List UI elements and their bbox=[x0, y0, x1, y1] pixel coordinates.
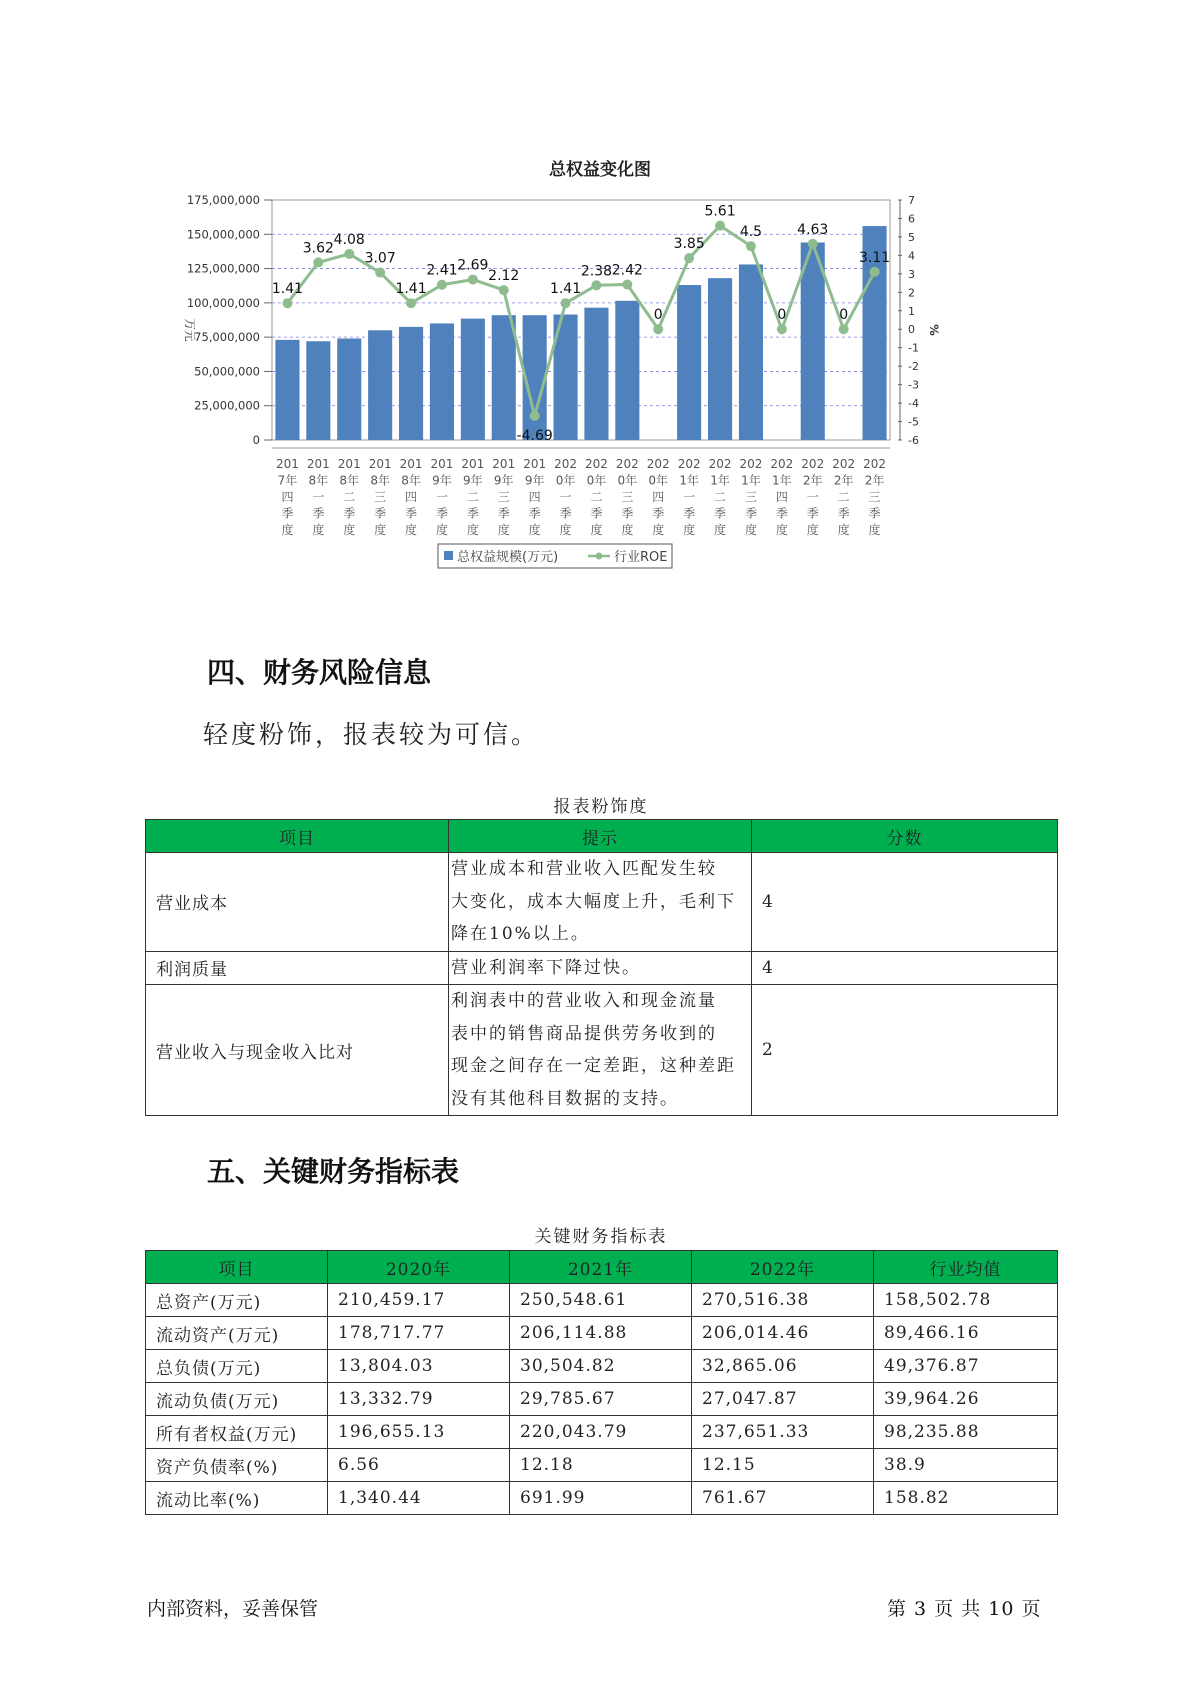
data-label: 3.62 bbox=[302, 240, 334, 257]
x-tick-label: 度 bbox=[528, 523, 541, 537]
indicator-value: 178,717.77 bbox=[328, 1317, 510, 1350]
x-tick-label: 201 bbox=[523, 457, 547, 471]
data-label: 0 bbox=[777, 307, 787, 324]
data-label: 4.5 bbox=[739, 224, 763, 241]
header-industry-avg: 行业均值 bbox=[874, 1251, 1058, 1284]
data-label: 2.42 bbox=[611, 262, 643, 279]
x-tick-label: 202 bbox=[801, 457, 825, 471]
risk-item: 营业成本 bbox=[146, 853, 449, 952]
left-tick-label: 100,000,000 bbox=[186, 295, 260, 310]
left-axis-label: 万元 bbox=[183, 318, 197, 342]
x-tick-label: 三 bbox=[744, 490, 757, 504]
x-tick-label: 度 bbox=[868, 523, 881, 537]
indicator-value: 6.56 bbox=[328, 1449, 510, 1482]
right-axis bbox=[898, 194, 919, 447]
x-tick-label: 1年 bbox=[772, 473, 792, 488]
indicator-value: 270,516.38 bbox=[692, 1284, 874, 1317]
indicator-value: 38.9 bbox=[874, 1449, 1058, 1482]
data-label: 2.69 bbox=[457, 257, 489, 274]
x-tick-label: 一 bbox=[559, 490, 572, 504]
bar bbox=[337, 339, 361, 440]
x-tick-label: 201 bbox=[461, 457, 485, 471]
indicator-value: 13,332.79 bbox=[328, 1383, 510, 1416]
x-tick-label: 季 bbox=[590, 506, 603, 521]
x-tick-label: 7年 bbox=[277, 473, 298, 488]
x-tick-label: 季 bbox=[714, 506, 727, 521]
footer-confidential: 内部资料，妥善保管 bbox=[147, 1598, 319, 1620]
header-item: 项目 bbox=[146, 820, 449, 853]
data-label: 0 bbox=[839, 307, 849, 324]
table-header-row bbox=[146, 1251, 1058, 1284]
point bbox=[468, 275, 478, 285]
x-tick-label: 9年 bbox=[432, 473, 452, 488]
point bbox=[870, 267, 880, 277]
table-row bbox=[146, 1383, 1058, 1416]
risk-item: 利润质量 bbox=[146, 951, 449, 985]
indicator-name: 资产负债率(%) bbox=[146, 1449, 328, 1482]
x-tick-label: 季 bbox=[466, 506, 479, 521]
bar bbox=[615, 301, 639, 440]
indicator-value: 1,340.44 bbox=[328, 1482, 510, 1515]
point bbox=[777, 324, 787, 334]
right-tick-label: 4 bbox=[908, 249, 915, 263]
bar bbox=[492, 315, 516, 440]
risk-summary: 轻度粉饰，报表较为可信。 bbox=[203, 720, 540, 749]
x-tick-label: 度 bbox=[405, 523, 418, 537]
point bbox=[808, 239, 818, 249]
x-tick-label: 二 bbox=[466, 490, 479, 504]
left-tick-label: 175,000,000 bbox=[186, 193, 260, 207]
x-tick-label: 202 bbox=[770, 457, 794, 471]
table-row bbox=[146, 1317, 1058, 1350]
x-tick-label: 202 bbox=[646, 457, 670, 471]
x-tick-label: 二 bbox=[837, 490, 850, 504]
point bbox=[622, 280, 632, 290]
left-tick-label: 50,000,000 bbox=[194, 364, 260, 379]
indicator-value: 98,235.88 bbox=[874, 1416, 1058, 1449]
x-tick-label: 1年 bbox=[710, 473, 730, 488]
data-label: 1.41 bbox=[549, 281, 582, 298]
x-tick-label: 度 bbox=[775, 523, 788, 537]
x-tick-label: 8年 bbox=[339, 473, 360, 488]
left-tick-label: 25,000,000 bbox=[194, 398, 260, 413]
header-2020: 2020年 bbox=[328, 1251, 510, 1284]
indicator-name: 流动资产(万元) bbox=[146, 1317, 328, 1350]
x-tick-label: 三 bbox=[621, 490, 634, 504]
x-tick-label: 度 bbox=[744, 523, 757, 537]
x-tick-label: 度 bbox=[497, 523, 510, 537]
x-tick-label: 201 bbox=[306, 457, 330, 471]
indicator-value: 220,043.79 bbox=[510, 1416, 692, 1449]
indicator-value: 237,651.33 bbox=[692, 1416, 874, 1449]
x-tick-label: 二 bbox=[343, 490, 356, 504]
point bbox=[437, 280, 447, 290]
point bbox=[653, 324, 663, 334]
data-label: 2.12 bbox=[488, 268, 520, 285]
x-tick-label: 二 bbox=[590, 490, 603, 504]
header-score: 分数 bbox=[752, 820, 1058, 853]
indicator-value: 27,047.87 bbox=[692, 1383, 874, 1416]
x-tick-label: 9年 bbox=[493, 473, 514, 488]
chart-legend bbox=[438, 544, 672, 568]
right-tick-label: 7 bbox=[908, 194, 915, 207]
x-tick-label: 201 bbox=[399, 457, 423, 471]
left-tick-label: 150,000,000 bbox=[186, 227, 260, 242]
header-2022: 2022年 bbox=[692, 1251, 874, 1284]
indicator-value: 29,785.67 bbox=[510, 1383, 692, 1416]
x-tick-label: 二 bbox=[714, 490, 727, 504]
indicator-value: 206,014.46 bbox=[692, 1317, 874, 1350]
x-tick-label: 三 bbox=[497, 490, 510, 504]
equity-change-chart bbox=[170, 160, 1030, 620]
x-tick-label: 0年 bbox=[617, 473, 638, 488]
x-tick-label: 度 bbox=[435, 523, 448, 537]
bar bbox=[708, 278, 732, 440]
hint-line: 利润表中的营业收入和现金流量 bbox=[451, 991, 717, 1011]
x-tick-label: 一 bbox=[312, 490, 325, 504]
x-tick-label: 度 bbox=[837, 523, 850, 537]
x-tick-label: 201 bbox=[368, 457, 392, 471]
point bbox=[313, 257, 323, 267]
legend-line-marker bbox=[596, 553, 603, 560]
data-label: 1.41 bbox=[271, 281, 304, 298]
risk-hint bbox=[449, 985, 752, 1116]
table-header-row bbox=[146, 820, 1058, 853]
x-tick-label: 季 bbox=[683, 506, 696, 521]
x-tick-label: 季 bbox=[312, 506, 325, 521]
point bbox=[375, 268, 385, 278]
x-tick-label: 201 bbox=[430, 457, 454, 471]
right-tick-label: -6 bbox=[908, 434, 919, 447]
bar bbox=[275, 340, 299, 440]
x-tick-label: 季 bbox=[343, 506, 356, 521]
risk-score: 2 bbox=[752, 985, 1058, 1116]
bar bbox=[801, 243, 825, 440]
indicator-value: 691.99 bbox=[510, 1482, 692, 1515]
bar bbox=[584, 308, 608, 440]
x-tick-label: 202 bbox=[708, 457, 732, 471]
point bbox=[406, 298, 416, 308]
header-2021: 2021年 bbox=[510, 1251, 692, 1284]
x-tick-label: 四 bbox=[281, 490, 294, 504]
indicator-value: 206,114.88 bbox=[510, 1317, 692, 1350]
right-tick-label: 2 bbox=[908, 286, 915, 300]
table-row bbox=[146, 1449, 1058, 1482]
right-tick-label: -1 bbox=[908, 341, 919, 355]
x-tick-label: 季 bbox=[744, 506, 757, 521]
x-tick-label: 四 bbox=[775, 490, 788, 504]
x-tick-label: 度 bbox=[466, 523, 479, 537]
x-tick-label: 202 bbox=[584, 457, 608, 471]
indicator-value: 250,548.61 bbox=[510, 1284, 692, 1317]
x-tick-label: 202 bbox=[677, 457, 701, 471]
bar bbox=[739, 264, 763, 440]
x-tick-label: 度 bbox=[559, 523, 572, 537]
data-label: 1.41 bbox=[395, 281, 427, 298]
x-tick-label: 202 bbox=[615, 457, 639, 471]
indicator-value: 12.18 bbox=[510, 1449, 692, 1482]
x-tick-label: 度 bbox=[343, 523, 356, 537]
indicator-value: 158.82 bbox=[874, 1482, 1058, 1515]
data-label: 5.61 bbox=[704, 203, 736, 220]
x-tick-label: 季 bbox=[837, 506, 850, 521]
bar bbox=[430, 323, 454, 440]
indicator-name: 总负债(万元) bbox=[146, 1350, 328, 1383]
x-tick-label: 8年 bbox=[308, 473, 329, 488]
hint-line: 表中的销售商品提供劳务收到的 bbox=[451, 1023, 717, 1044]
hint-line: 现金之间存在一定差距，这种差距 bbox=[451, 1056, 736, 1076]
data-label: 3.85 bbox=[673, 236, 705, 253]
point bbox=[561, 298, 571, 308]
left-tick-label: 75,000,000 bbox=[194, 330, 260, 345]
x-tick-label: 度 bbox=[652, 523, 665, 537]
point bbox=[839, 324, 849, 334]
point bbox=[282, 298, 292, 308]
point bbox=[530, 411, 540, 421]
x-tick-label: 季 bbox=[528, 506, 541, 521]
x-tick-label: 201 bbox=[337, 457, 361, 471]
x-tick-label: 四 bbox=[652, 490, 665, 504]
x-tick-label: 2年 bbox=[833, 473, 854, 488]
point bbox=[499, 285, 509, 295]
x-tick-label: 0年 bbox=[555, 473, 576, 488]
bar bbox=[461, 319, 485, 440]
hint-line: 没有其他科目数据的支持。 bbox=[451, 1088, 679, 1109]
table-row bbox=[146, 985, 1058, 1116]
header-item: 项目 bbox=[146, 1251, 328, 1284]
indicator-name: 流动比率(%) bbox=[146, 1482, 328, 1515]
hint-line: 降在10%以上。 bbox=[451, 924, 590, 944]
x-tick-label: 季 bbox=[806, 506, 819, 521]
indicator-name: 所有者权益(万元) bbox=[146, 1416, 328, 1449]
x-tick-label: 8年 bbox=[401, 473, 421, 488]
table-row bbox=[146, 951, 1058, 985]
hint-line: 大变化，成本大幅度上升，毛利下 bbox=[451, 891, 736, 912]
x-tick-label: 季 bbox=[775, 506, 788, 521]
x-tick-label: 202 bbox=[554, 457, 578, 471]
point bbox=[684, 253, 694, 263]
table-row bbox=[146, 1350, 1058, 1383]
indicator-name: 总资产(万元) bbox=[146, 1284, 328, 1317]
legend-bar-swatch bbox=[444, 551, 453, 560]
data-label: -4.69 bbox=[516, 427, 553, 444]
x-tick-label: 三 bbox=[374, 490, 387, 504]
x-tick-label: 2年 bbox=[864, 473, 885, 488]
x-tick-label: 9年 bbox=[463, 473, 483, 488]
indicator-value: 196,655.13 bbox=[328, 1416, 510, 1449]
data-label: 2.38 bbox=[580, 263, 613, 280]
left-tick-label: 0 bbox=[252, 433, 260, 447]
x-tick-label: 度 bbox=[806, 523, 819, 537]
table-row bbox=[146, 1284, 1058, 1317]
indicator-value: 89,466.16 bbox=[874, 1317, 1058, 1350]
bar bbox=[677, 285, 701, 440]
right-tick-label: 1 bbox=[908, 304, 915, 318]
x-tick-label: 9年 bbox=[524, 473, 545, 488]
section5-heading: 五、关键财务指标表 bbox=[207, 1155, 460, 1188]
indicator-value: 49,376.87 bbox=[874, 1350, 1058, 1383]
indicator-value: 13,804.03 bbox=[328, 1350, 510, 1383]
risk-item: 营业收入与现金收入比对 bbox=[146, 985, 449, 1116]
window-dressing-table bbox=[145, 819, 1058, 1116]
data-label: 3.07 bbox=[364, 250, 396, 267]
risk-score: 4 bbox=[752, 951, 1058, 985]
x-tick-label: 0年 bbox=[648, 473, 669, 488]
x-tick-label: 季 bbox=[405, 506, 418, 521]
point bbox=[344, 249, 354, 259]
indicator-value: 39,964.26 bbox=[874, 1383, 1058, 1416]
bar bbox=[306, 341, 330, 440]
x-tick-label: 度 bbox=[312, 523, 325, 537]
x-tick-label: 季 bbox=[868, 506, 881, 521]
x-tick-label: 季 bbox=[559, 506, 572, 521]
indicator-value: 32,865.06 bbox=[692, 1350, 874, 1383]
x-tick-label: 季 bbox=[652, 506, 665, 521]
data-label: 4.63 bbox=[797, 221, 829, 238]
x-tick-label: 季 bbox=[435, 506, 448, 521]
x-tick-label: 季 bbox=[374, 506, 387, 521]
x-tick-label: 季 bbox=[621, 506, 634, 521]
hint-line: 营业利润率下降过快。 bbox=[451, 957, 641, 978]
data-label: 3.11 bbox=[858, 249, 891, 266]
point bbox=[746, 241, 756, 251]
right-tick-label: -4 bbox=[908, 397, 919, 411]
header-hint: 提示 bbox=[449, 820, 752, 853]
indicator-value: 210,459.17 bbox=[328, 1284, 510, 1317]
legend-line-label: 行业ROE bbox=[614, 550, 668, 565]
table-row bbox=[146, 1482, 1058, 1515]
footer-page-number: 第 3 页 共 10 页 bbox=[887, 1598, 1042, 1620]
right-tick-label: 3 bbox=[908, 267, 915, 281]
x-tick-label: 季 bbox=[497, 506, 510, 521]
right-tick-label: -3 bbox=[908, 378, 919, 392]
left-tick-label: 125,000,000 bbox=[186, 261, 260, 276]
x-tick-label: 201 bbox=[275, 457, 299, 471]
risk-hint bbox=[449, 951, 752, 985]
indicator-value: 12.15 bbox=[692, 1449, 874, 1482]
x-tick-label: 202 bbox=[739, 457, 763, 471]
x-tick-label: 1年 bbox=[679, 473, 699, 488]
x-tick-label: 1年 bbox=[741, 473, 761, 488]
right-tick-label: 5 bbox=[908, 230, 915, 244]
risk-hint bbox=[449, 853, 752, 952]
indicator-value: 30,504.82 bbox=[510, 1350, 692, 1383]
x-tick-label: 四 bbox=[528, 490, 541, 504]
risk-score: 4 bbox=[752, 853, 1058, 952]
hint-line: 营业成本和营业收入匹配发生较 bbox=[451, 859, 717, 879]
legend-bar-label: 总权益规模(万元) bbox=[457, 550, 559, 565]
x-tick-label: 0年 bbox=[586, 473, 607, 488]
x-tick-label: 度 bbox=[590, 523, 603, 537]
x-tick-label: 202 bbox=[832, 457, 856, 471]
risk-table-caption: 报表粉饰度 bbox=[553, 797, 649, 817]
right-tick-label: -5 bbox=[908, 415, 919, 429]
indicator-value: 158,502.78 bbox=[874, 1284, 1058, 1317]
x-tick-label: 度 bbox=[281, 523, 294, 537]
right-tick-label: 6 bbox=[908, 212, 915, 226]
x-tick-label: 季 bbox=[281, 506, 294, 521]
indicator-value: 761.67 bbox=[692, 1482, 874, 1515]
x-tick-label: 度 bbox=[374, 523, 387, 537]
point bbox=[591, 280, 601, 290]
x-tick-label: 一 bbox=[435, 490, 448, 504]
x-tick-label: 8年 bbox=[370, 473, 390, 488]
key-indicators-table bbox=[145, 1250, 1058, 1515]
data-label: 0 bbox=[653, 307, 663, 324]
table-row bbox=[146, 853, 1058, 952]
table-row bbox=[146, 1416, 1058, 1449]
bar bbox=[399, 327, 423, 440]
chart-title: 总权益变化图 bbox=[549, 160, 651, 180]
bar bbox=[368, 330, 392, 440]
right-axis-label: % bbox=[927, 324, 941, 336]
x-tick-label: 度 bbox=[714, 523, 727, 537]
x-tick-label: 2年 bbox=[802, 473, 823, 488]
x-tick-label: 一 bbox=[806, 490, 819, 504]
x-tick-label: 四 bbox=[405, 490, 418, 504]
x-tick-label: 202 bbox=[863, 457, 887, 471]
x-tick-label: 度 bbox=[621, 523, 634, 537]
x-tick-label: 三 bbox=[868, 490, 881, 504]
x-axis-categories bbox=[276, 457, 886, 537]
indicator-name: 流动负债(万元) bbox=[146, 1383, 328, 1416]
x-tick-label: 一 bbox=[683, 490, 696, 504]
right-tick-label: 0 bbox=[908, 323, 915, 337]
indicator-table-caption: 关键财务指标表 bbox=[534, 1227, 668, 1247]
x-tick-label: 201 bbox=[492, 457, 516, 471]
data-label: 2.41 bbox=[426, 262, 458, 279]
right-tick-label: -2 bbox=[908, 360, 919, 374]
data-labels bbox=[272, 204, 890, 444]
point bbox=[715, 221, 725, 231]
section4-heading: 四、财务风险信息 bbox=[207, 656, 432, 689]
x-tick-label: 度 bbox=[683, 523, 696, 537]
data-label: 4.08 bbox=[333, 231, 365, 248]
